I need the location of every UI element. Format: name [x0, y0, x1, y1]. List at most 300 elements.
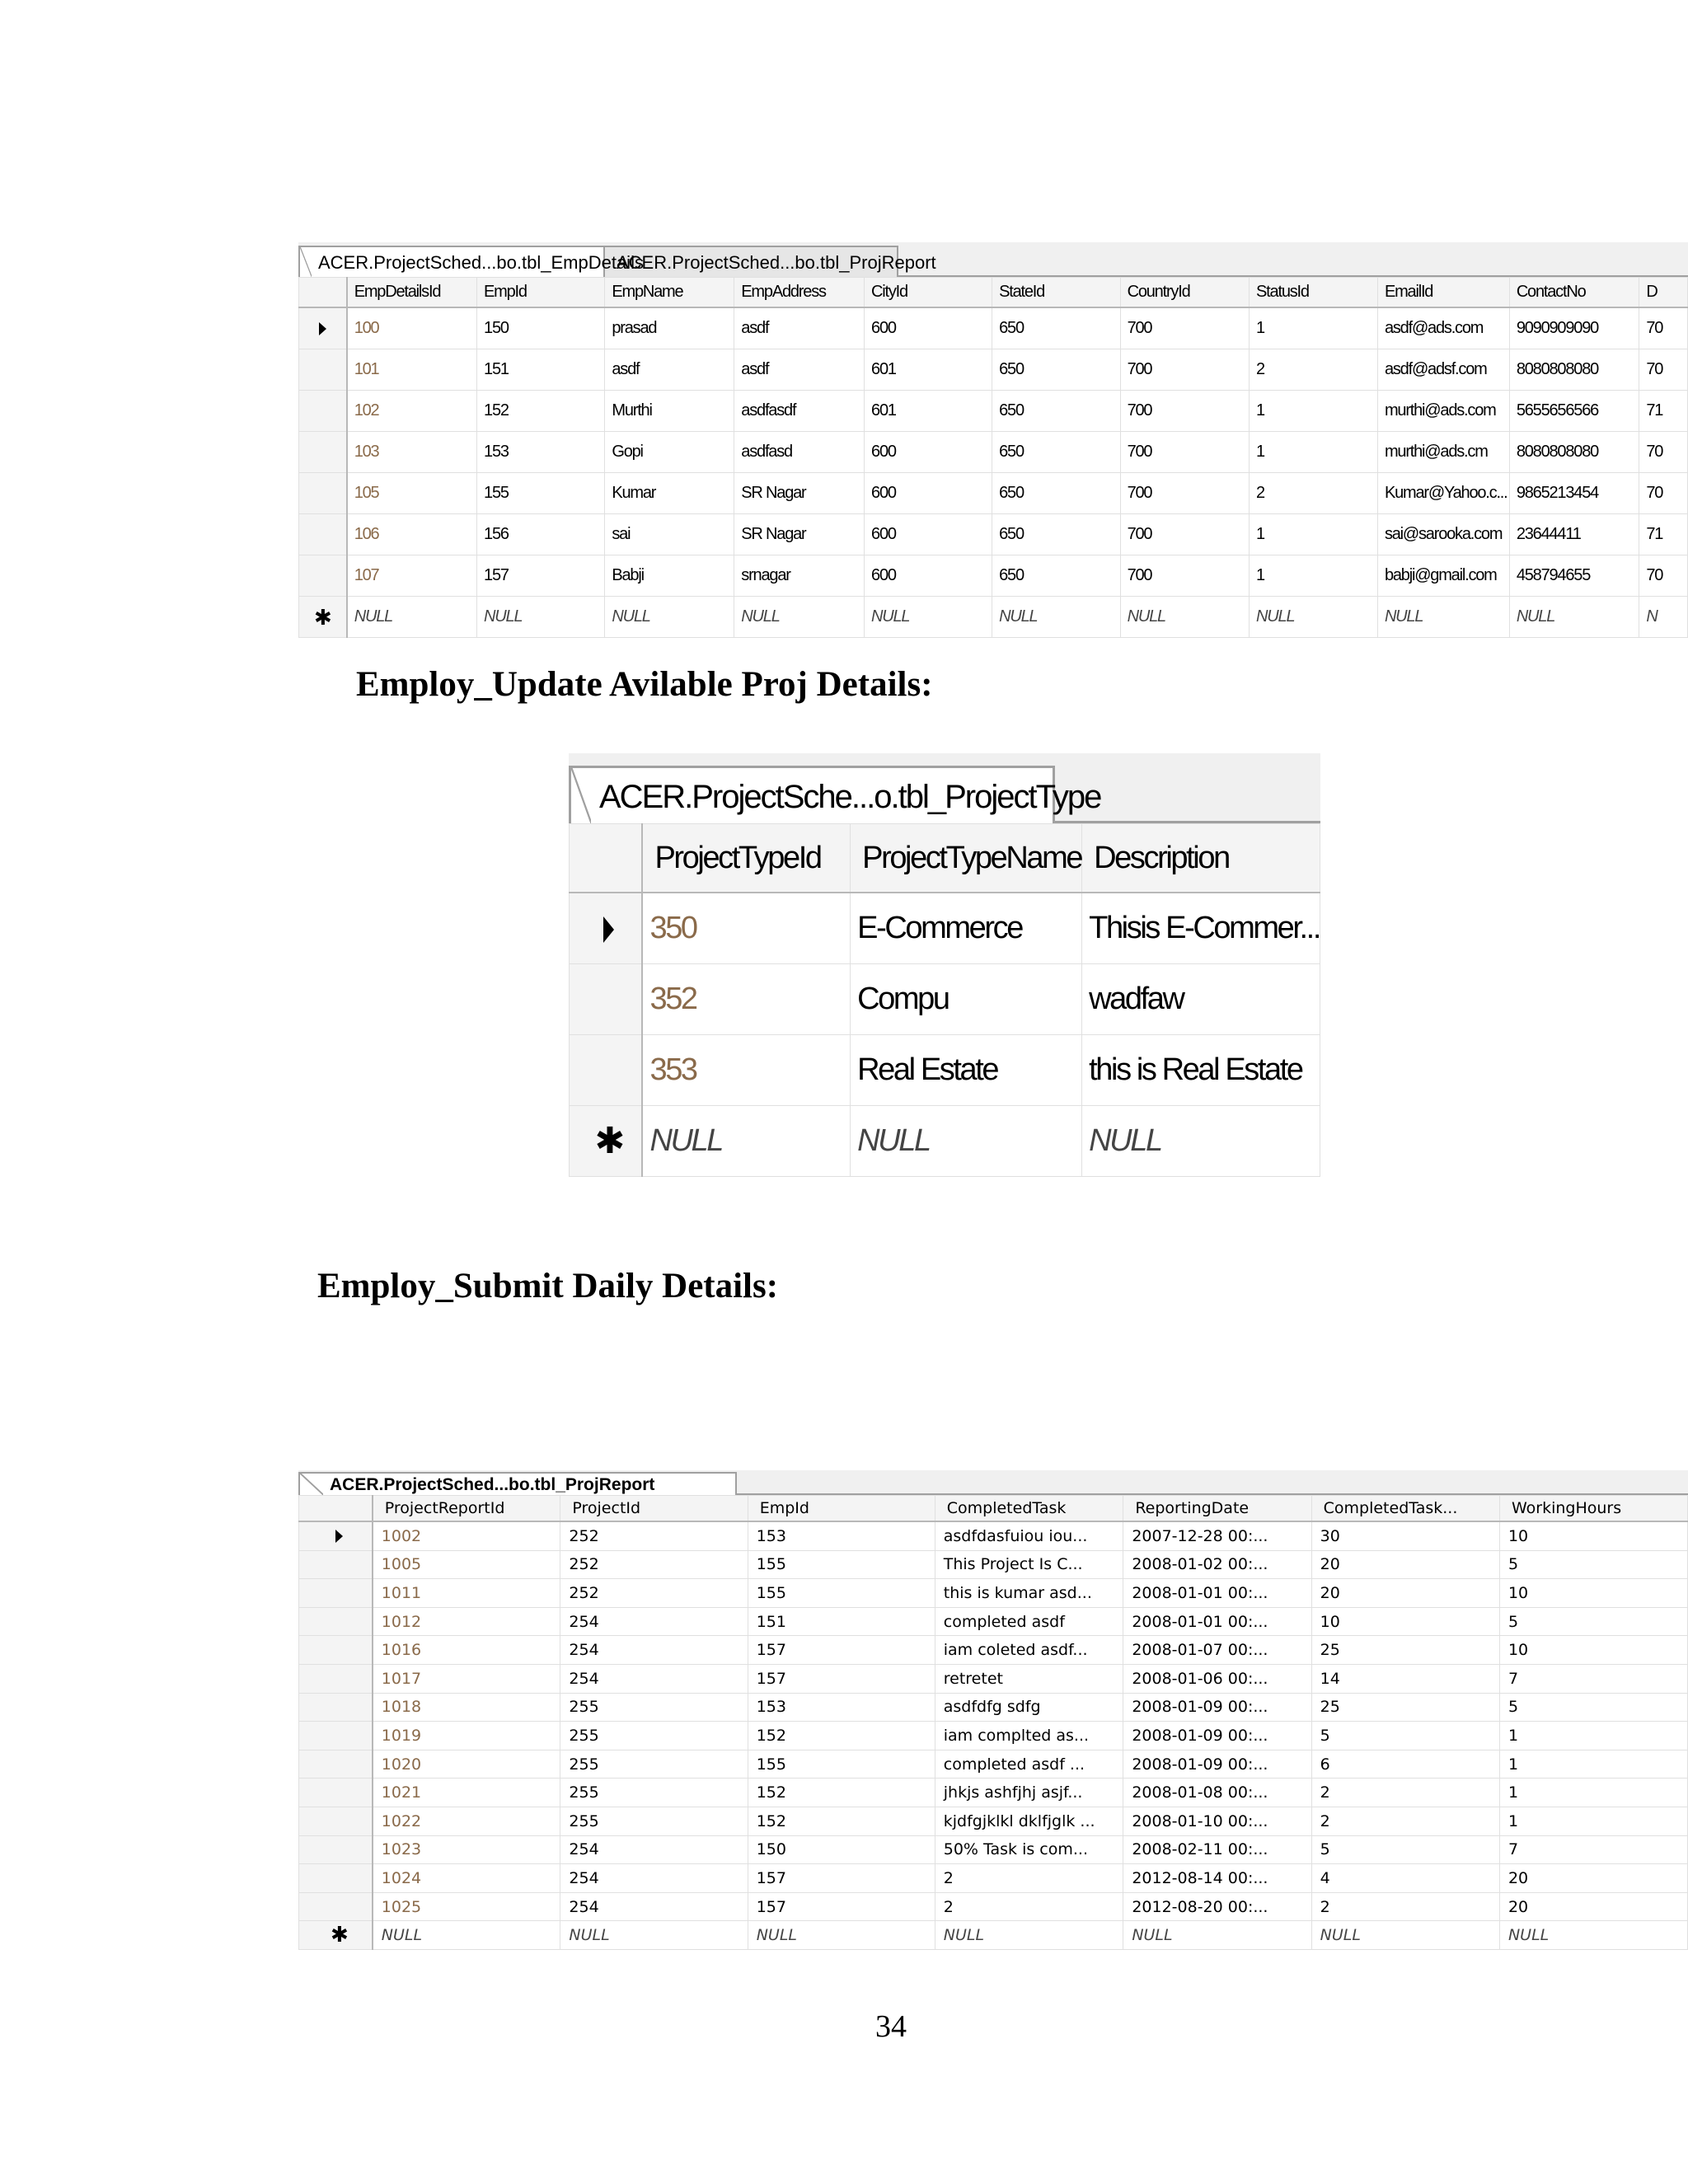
table-cell[interactable]: 70 [1639, 555, 1688, 597]
table-cell[interactable]: 2008-01-09 00:... [1123, 1750, 1311, 1779]
table-cell[interactable]: 155 [748, 1550, 935, 1579]
table-cell[interactable]: asdfasdf [734, 391, 865, 432]
table-cell[interactable]: 255 [560, 1722, 748, 1750]
row-selector[interactable] [299, 514, 347, 555]
table-cell[interactable]: Compu [851, 964, 1082, 1035]
row-selector[interactable] [299, 1722, 373, 1750]
table-cell[interactable]: 20 [1499, 1864, 1687, 1893]
tab-projreport-active[interactable] [298, 1472, 737, 1495]
table-cell[interactable]: 5655656566 [1509, 391, 1639, 432]
null-cell[interactable]: NULL [477, 597, 605, 638]
null-cell[interactable]: NULL [851, 1106, 1082, 1177]
table-row[interactable] [570, 964, 1320, 1035]
table-cell[interactable]: asdfdasfuiou iou... [935, 1521, 1123, 1550]
table-cell[interactable]: 155 [748, 1579, 935, 1608]
table-cell[interactable]: 2 [1311, 1807, 1499, 1835]
table-cell[interactable]: Real Estate [851, 1035, 1082, 1106]
table-cell[interactable]: 70 [1639, 473, 1688, 514]
table-cell[interactable]: 700 [1120, 432, 1249, 473]
table-cell[interactable]: 2008-01-01 00:... [1123, 1607, 1311, 1636]
new-row[interactable] [299, 1921, 1688, 1950]
table-cell[interactable]: asdfdfg sdfg [935, 1693, 1123, 1722]
row-selector[interactable] [299, 1864, 373, 1893]
table-cell[interactable]: 5 [1499, 1693, 1687, 1722]
table-cell[interactable]: 157 [748, 1636, 935, 1665]
table-cell[interactable]: 650 [992, 555, 1120, 597]
table-cell[interactable]: 352 [642, 964, 850, 1035]
null-cell[interactable]: NULL [1509, 597, 1639, 638]
row-selector[interactable] [299, 1750, 373, 1779]
tab-empdetails-label: ACER.ProjectSched...bo.tbl_EmpDetails [318, 252, 644, 273]
table-cell[interactable]: Gopi [605, 432, 734, 473]
table-cell[interactable]: iam complted as... [935, 1722, 1123, 1750]
table-cell[interactable]: 600 [865, 473, 992, 514]
table-cell[interactable]: 1016 [373, 1636, 560, 1665]
table-cell[interactable]: asdf [605, 349, 734, 391]
table-cell[interactable]: 1 [1250, 307, 1378, 349]
table-row[interactable] [299, 391, 1688, 432]
table-cell[interactable]: this is kumar asd... [935, 1579, 1123, 1608]
table-cell[interactable]: 2012-08-20 00:... [1123, 1892, 1311, 1921]
table-row[interactable] [299, 1750, 1688, 1779]
table-cell[interactable]: 600 [865, 555, 992, 597]
table-cell[interactable]: 150 [748, 1835, 935, 1864]
table-cell[interactable]: E-Commerce [851, 893, 1082, 964]
table-cell[interactable]: 350 [642, 893, 850, 964]
table-cell[interactable]: 4 [1311, 1864, 1499, 1893]
table-cell[interactable]: 155 [477, 473, 605, 514]
table-cell[interactable]: 8080808080 [1509, 432, 1639, 473]
table-row[interactable] [299, 514, 1688, 555]
table-row[interactable] [570, 1035, 1320, 1106]
table-cell[interactable]: babji@gmail.com [1377, 555, 1509, 597]
table-row[interactable] [299, 1722, 1688, 1750]
table-cell[interactable]: 5 [1499, 1550, 1687, 1579]
table-cell[interactable]: 10 [1499, 1521, 1687, 1550]
table-cell[interactable]: 1 [1250, 432, 1378, 473]
new-row[interactable] [570, 1106, 1320, 1177]
table-row[interactable] [299, 432, 1688, 473]
row-selector-header[interactable] [570, 824, 643, 893]
null-cell[interactable]: NULL [1250, 597, 1378, 638]
column-header[interactable]: CityId [865, 278, 992, 308]
null-cell[interactable]: NULL [1123, 1921, 1311, 1950]
column-header[interactable]: CountryId [1120, 278, 1249, 308]
table-cell[interactable]: 600 [865, 514, 992, 555]
null-cell[interactable]: NULL [1311, 1921, 1499, 1950]
table-cell[interactable]: 700 [1120, 514, 1249, 555]
table-cell[interactable]: 106 [347, 514, 477, 555]
table-cell[interactable]: 103 [347, 432, 477, 473]
table-cell[interactable]: This Project Is C... [935, 1550, 1123, 1579]
row-selector[interactable] [570, 964, 643, 1035]
row-selector[interactable] [299, 1921, 373, 1950]
table-cell[interactable]: 254 [560, 1892, 748, 1921]
table-cell[interactable]: 600 [865, 432, 992, 473]
table-cell[interactable]: 10 [1499, 1579, 1687, 1608]
table-cell[interactable]: asdfasd [734, 432, 865, 473]
table-cell[interactable]: 2008-01-02 00:... [1123, 1550, 1311, 1579]
row-selector[interactable] [299, 307, 347, 349]
table-cell[interactable]: 152 [748, 1779, 935, 1807]
table-row[interactable] [299, 1693, 1688, 1722]
null-cell[interactable]: NULL [1377, 597, 1509, 638]
table-cell[interactable]: 353 [642, 1035, 850, 1106]
column-header[interactable]: EmpAddress [734, 278, 865, 308]
table-cell[interactable]: 650 [992, 514, 1120, 555]
table-cell[interactable]: 151 [477, 349, 605, 391]
table-cell[interactable]: 2 [1250, 473, 1378, 514]
null-cell[interactable]: NULL [935, 1921, 1123, 1950]
table-cell[interactable]: 70 [1639, 307, 1688, 349]
table-cell[interactable]: 252 [560, 1579, 748, 1608]
table-cell[interactable]: 650 [992, 391, 1120, 432]
column-header[interactable]: ProjectId [560, 1496, 748, 1522]
table-cell[interactable]: 7 [1499, 1835, 1687, 1864]
row-selector-header[interactable] [299, 1496, 373, 1522]
row-selector[interactable] [299, 1892, 373, 1921]
table-cell[interactable]: 1020 [373, 1750, 560, 1779]
table-cell[interactable]: completed asdf [935, 1607, 1123, 1636]
table-cell[interactable]: this is Real Estate [1082, 1035, 1320, 1106]
table-cell[interactable]: srnagar [734, 555, 865, 597]
table-row[interactable] [299, 555, 1688, 597]
table-row[interactable] [299, 1607, 1688, 1636]
table-cell[interactable]: 150 [477, 307, 605, 349]
table-cell[interactable]: 2008-01-07 00:... [1123, 1636, 1311, 1665]
table-row[interactable] [299, 1835, 1688, 1864]
row-selector[interactable] [299, 1693, 373, 1722]
table-cell[interactable]: sai [605, 514, 734, 555]
table-cell[interactable]: 2 [935, 1892, 1123, 1921]
table-cell[interactable]: 20 [1499, 1892, 1687, 1921]
row-selector[interactable] [299, 597, 347, 638]
table-cell[interactable]: 157 [477, 555, 605, 597]
table-cell[interactable]: 20 [1311, 1579, 1499, 1608]
table-cell[interactable]: retretet [935, 1664, 1123, 1693]
table-cell[interactable]: 650 [992, 432, 1120, 473]
current-row-arrow-icon [603, 916, 614, 943]
table-cell[interactable]: 2 [1250, 349, 1378, 391]
column-header[interactable]: WorkingHours [1499, 1496, 1687, 1522]
row-selector[interactable] [299, 1807, 373, 1835]
table-cell[interactable]: 157 [748, 1664, 935, 1693]
column-header[interactable]: ProjectTypeId [642, 824, 850, 893]
table-cell[interactable]: 1 [1499, 1722, 1687, 1750]
table-cell[interactable]: 650 [992, 473, 1120, 514]
null-cell[interactable]: NULL [992, 597, 1120, 638]
table-cell[interactable]: 2 [935, 1864, 1123, 1893]
column-header[interactable]: EmpId [748, 1496, 935, 1522]
table-cell[interactable]: SR Nagar [734, 514, 865, 555]
table-cell[interactable]: 71 [1639, 391, 1688, 432]
table-cell[interactable]: 1025 [373, 1892, 560, 1921]
null-cell[interactable]: NULL [1120, 597, 1249, 638]
projreport-table [298, 1495, 1688, 1950]
table-cell[interactable]: 2008-01-10 00:... [1123, 1807, 1311, 1835]
column-header[interactable]: ContactNo [1509, 278, 1639, 308]
table-cell[interactable]: 10 [1311, 1607, 1499, 1636]
table-cell[interactable]: 254 [560, 1835, 748, 1864]
table-cell[interactable]: 105 [347, 473, 477, 514]
table-cell[interactable]: asdf@adsf.com [1377, 349, 1509, 391]
row-selector[interactable] [299, 1579, 373, 1608]
table-cell[interactable]: 20 [1311, 1550, 1499, 1579]
table-cell[interactable]: 255 [560, 1693, 748, 1722]
null-cell[interactable]: NULL [1082, 1106, 1320, 1177]
null-cell[interactable]: NULL [734, 597, 865, 638]
table-row[interactable] [299, 1521, 1688, 1550]
table-cell[interactable]: 153 [477, 432, 605, 473]
table-cell[interactable]: 2012-08-14 00:... [1123, 1864, 1311, 1893]
table-cell[interactable]: 2008-02-11 00:... [1123, 1835, 1311, 1864]
row-selector[interactable] [299, 349, 347, 391]
table-cell[interactable]: 101 [347, 349, 477, 391]
table-cell[interactable]: 254 [560, 1864, 748, 1893]
row-selector[interactable] [570, 893, 643, 964]
table-cell[interactable]: 2008-01-06 00:... [1123, 1664, 1311, 1693]
table-header-row [570, 824, 1320, 893]
table-cell[interactable]: 9865213454 [1509, 473, 1639, 514]
column-header[interactable]: StatusId [1250, 278, 1378, 308]
table-cell[interactable]: 152 [748, 1722, 935, 1750]
table-cell[interactable]: 601 [865, 391, 992, 432]
empdetails-table [298, 277, 1688, 638]
table-row[interactable] [299, 1807, 1688, 1835]
table-cell[interactable]: 155 [748, 1750, 935, 1779]
table-cell[interactable]: 650 [992, 349, 1120, 391]
table-cell[interactable]: 252 [560, 1550, 748, 1579]
table-cell[interactable]: 254 [560, 1664, 748, 1693]
table-cell[interactable]: sai@sarooka.com [1377, 514, 1509, 555]
table-header-row [299, 1496, 1688, 1522]
projecttype-tabstrip [569, 753, 1320, 823]
row-selector[interactable] [299, 1521, 373, 1550]
table-cell[interactable]: 2008-01-01 00:... [1123, 1579, 1311, 1608]
row-selector-header[interactable] [299, 278, 347, 308]
column-header[interactable]: EmpId [477, 278, 605, 308]
table-cell[interactable]: 601 [865, 349, 992, 391]
row-selector[interactable] [570, 1035, 643, 1106]
null-cell[interactable]: NULL [1499, 1921, 1687, 1950]
table-cell[interactable]: 1011 [373, 1579, 560, 1608]
table-cell[interactable]: 102 [347, 391, 477, 432]
table-cell[interactable]: Kumar@Yahoo.c... [1377, 473, 1509, 514]
table-cell[interactable]: 157 [748, 1864, 935, 1893]
table-cell[interactable]: asdf [734, 307, 865, 349]
table-cell[interactable]: 1 [1499, 1807, 1687, 1835]
table-row[interactable] [299, 473, 1688, 514]
column-header[interactable]: EmpName [605, 278, 734, 308]
table-cell[interactable]: 151 [748, 1607, 935, 1636]
current-row-arrow-icon [319, 322, 326, 335]
row-selector[interactable] [299, 432, 347, 473]
table-cell[interactable]: 458794655 [1509, 555, 1639, 597]
table-cell[interactable]: 1018 [373, 1693, 560, 1722]
table-row[interactable] [299, 1864, 1688, 1893]
table-cell[interactable]: kjdfgjklkl dklfjglk ... [935, 1807, 1123, 1835]
table-cell[interactable]: Kumar [605, 473, 734, 514]
table-cell[interactable]: 252 [560, 1521, 748, 1550]
table-cell[interactable]: 5 [1499, 1607, 1687, 1636]
table-cell[interactable]: 10 [1499, 1636, 1687, 1665]
row-selector[interactable] [299, 555, 347, 597]
table-cell[interactable]: 152 [748, 1807, 935, 1835]
column-header[interactable]: Description [1082, 824, 1320, 893]
column-header[interactable]: D [1639, 278, 1688, 308]
table-cell[interactable]: 700 [1120, 349, 1249, 391]
table-cell[interactable]: 25 [1311, 1636, 1499, 1665]
table-cell[interactable]: 1 [1250, 514, 1378, 555]
table-cell[interactable]: 152 [477, 391, 605, 432]
table-row[interactable] [299, 1664, 1688, 1693]
table-cell[interactable]: 25 [1311, 1693, 1499, 1722]
tab-projreport-label: ACER.ProjectSched...bo.tbl_ProjReport [617, 252, 936, 273]
tab-projreport[interactable] [603, 246, 936, 277]
table-row[interactable] [299, 1579, 1688, 1608]
column-header[interactable]: ReportingDate [1123, 1496, 1311, 1522]
row-selector[interactable] [299, 473, 347, 514]
table-cell[interactable]: 5 [1311, 1722, 1499, 1750]
table-cell[interactable]: 2 [1311, 1892, 1499, 1921]
table-cell[interactable]: wadfaw [1082, 964, 1320, 1035]
table-cell[interactable]: Babji [605, 555, 734, 597]
table-cell[interactable]: 254 [560, 1607, 748, 1636]
column-header[interactable]: StateId [992, 278, 1120, 308]
new-row-asterisk-icon: ✱ [314, 604, 331, 630]
table-cell[interactable]: 2 [1311, 1779, 1499, 1807]
null-cell[interactable]: NULL [560, 1921, 748, 1950]
table-cell[interactable]: 700 [1120, 555, 1249, 597]
null-cell[interactable]: NULL [347, 597, 477, 638]
table-cell[interactable]: 1024 [373, 1864, 560, 1893]
table-cell[interactable]: 600 [865, 307, 992, 349]
table-cell[interactable]: 255 [560, 1807, 748, 1835]
row-selector[interactable] [299, 1636, 373, 1665]
row-selector[interactable] [299, 1779, 373, 1807]
null-cell[interactable]: NULL [605, 597, 734, 638]
table-cell[interactable]: 1002 [373, 1521, 560, 1550]
table-cell[interactable]: 700 [1120, 473, 1249, 514]
table-cell[interactable]: 1012 [373, 1607, 560, 1636]
table-cell[interactable]: 700 [1120, 391, 1249, 432]
table-cell[interactable]: 50% Task is com... [935, 1835, 1123, 1864]
null-cell[interactable]: NULL [642, 1106, 850, 1177]
row-selector[interactable] [299, 1607, 373, 1636]
row-selector[interactable] [299, 391, 347, 432]
column-header[interactable]: EmailId [1377, 278, 1509, 308]
table-cell[interactable]: asdf@ads.com [1377, 307, 1509, 349]
new-row[interactable] [299, 597, 1688, 638]
table-cell[interactable]: 1 [1499, 1750, 1687, 1779]
empdetails-grid-screenshot [298, 242, 1688, 653]
table-cell[interactable]: 7 [1499, 1664, 1687, 1693]
table-cell[interactable]: completed asdf ... [935, 1750, 1123, 1779]
table-cell[interactable]: 70 [1639, 432, 1688, 473]
table-cell[interactable]: Thisis E-Commer... [1082, 893, 1320, 964]
table-row[interactable] [299, 1550, 1688, 1579]
table-cell[interactable]: asdf [734, 349, 865, 391]
table-cell[interactable]: 254 [560, 1636, 748, 1665]
table-cell[interactable]: jhkjs ashfjhj asjf... [935, 1779, 1123, 1807]
table-cell[interactable]: 1017 [373, 1664, 560, 1693]
table-cell[interactable]: 8080808080 [1509, 349, 1639, 391]
row-selector[interactable] [570, 1106, 643, 1177]
table-row[interactable] [299, 1636, 1688, 1665]
column-header[interactable]: EmpDetailsId [347, 278, 477, 308]
table-cell[interactable]: 1 [1250, 555, 1378, 597]
column-header[interactable]: CompletedTask... [1311, 1496, 1499, 1522]
null-cell[interactable]: NULL [748, 1921, 935, 1950]
tab-projecttype[interactable] [569, 766, 1101, 823]
table-cell[interactable]: 2008-01-09 00:... [1123, 1693, 1311, 1722]
table-cell[interactable]: 5 [1311, 1835, 1499, 1864]
table-cell[interactable]: 255 [560, 1750, 748, 1779]
table-cell[interactable]: 71 [1639, 514, 1688, 555]
table-cell[interactable]: prasad [605, 307, 734, 349]
table-cell[interactable]: 153 [748, 1521, 935, 1550]
table-cell[interactable]: 107 [347, 555, 477, 597]
table-cell[interactable]: 153 [748, 1693, 935, 1722]
table-row[interactable] [570, 893, 1320, 964]
table-cell[interactable]: 1 [1250, 391, 1378, 432]
table-cell[interactable]: 1021 [373, 1779, 560, 1807]
table-cell[interactable]: 1019 [373, 1722, 560, 1750]
table-header-row [299, 278, 1688, 308]
column-header[interactable]: ProjectTypeName [851, 824, 1082, 893]
null-cell[interactable]: NULL [865, 597, 992, 638]
table-cell[interactable]: 1022 [373, 1807, 560, 1835]
table-cell[interactable]: 9090909090 [1509, 307, 1639, 349]
table-row[interactable] [299, 1779, 1688, 1807]
table-row[interactable] [299, 349, 1688, 391]
table-row[interactable] [299, 307, 1688, 349]
table-cell[interactable]: 23644411 [1509, 514, 1639, 555]
table-cell[interactable]: 1005 [373, 1550, 560, 1579]
table-cell[interactable]: 1 [1499, 1779, 1687, 1807]
row-selector[interactable] [299, 1550, 373, 1579]
table-row[interactable] [299, 1892, 1688, 1921]
table-cell[interactable]: 6 [1311, 1750, 1499, 1779]
column-header[interactable]: CompletedTask [935, 1496, 1123, 1522]
tab-empdetails[interactable] [298, 246, 644, 277]
table-cell[interactable]: iam coleted asdf... [935, 1636, 1123, 1665]
table-cell[interactable]: 1023 [373, 1835, 560, 1864]
table-cell[interactable]: 2007-12-28 00:... [1123, 1521, 1311, 1550]
table-cell[interactable]: 70 [1639, 349, 1688, 391]
table-cell[interactable]: 650 [992, 307, 1120, 349]
table-cell[interactable]: 30 [1311, 1521, 1499, 1550]
null-cell[interactable]: N [1639, 597, 1688, 638]
table-cell[interactable]: 157 [748, 1892, 935, 1921]
column-header[interactable]: ProjectReportId [373, 1496, 560, 1522]
table-cell[interactable]: 255 [560, 1779, 748, 1807]
table-cell[interactable]: 2008-01-08 00:... [1123, 1779, 1311, 1807]
table-cell[interactable]: Murthi [605, 391, 734, 432]
table-cell[interactable]: 2008-01-09 00:... [1123, 1722, 1311, 1750]
table-cell[interactable]: 14 [1311, 1664, 1499, 1693]
row-selector[interactable] [299, 1664, 373, 1693]
row-selector[interactable] [299, 1835, 373, 1864]
table-cell[interactable]: murthi@ads.cm [1377, 432, 1509, 473]
null-cell[interactable]: NULL [373, 1921, 560, 1950]
tab-projreport-active-label: ACER.ProjectSched...bo.tbl_ProjReport [330, 1475, 655, 1494]
table-cell[interactable]: 156 [477, 514, 605, 555]
table-cell[interactable]: 100 [347, 307, 477, 349]
table-cell[interactable]: 700 [1120, 307, 1249, 349]
table-cell[interactable]: SR Nagar [734, 473, 865, 514]
table-cell[interactable]: murthi@ads.com [1377, 391, 1509, 432]
